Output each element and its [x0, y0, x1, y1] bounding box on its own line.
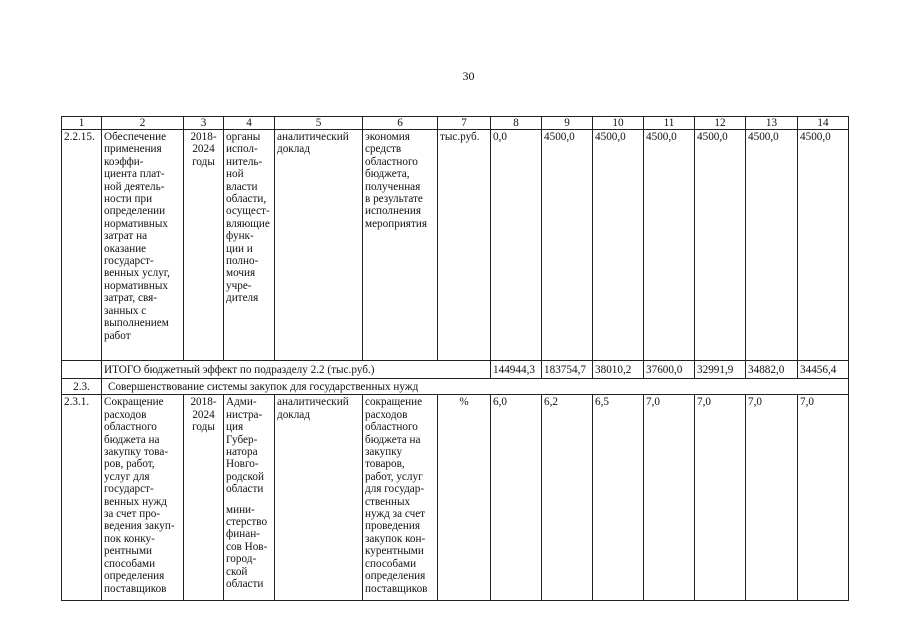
row-number: 2.3.1.: [62, 395, 102, 601]
measure-name: Обеспечение применения коэффи- циента плат- ной деятель- ности при определении нормативных затрат на оказание государст- венных услуг, нормативных затрат, свя- занных с выполнением работ: [102, 130, 184, 361]
total-value: 34882,0: [746, 361, 798, 379]
header-cell: 4: [224, 117, 275, 130]
table-row: [62, 130, 849, 361]
value-cell: 6,2: [542, 395, 593, 601]
header-cell: 1: [62, 117, 102, 130]
header-cell: 9: [542, 117, 593, 130]
header-cell: 10: [593, 117, 644, 130]
total-value: 183754,7: [542, 361, 593, 379]
source: аналитический доклад: [275, 130, 363, 361]
header-cell: 12: [695, 117, 746, 130]
total-value: 32991,9: [695, 361, 746, 379]
budget-effect-table: [61, 116, 849, 601]
unit: тыс.руб.: [438, 130, 491, 361]
header-cell: 14: [798, 117, 849, 130]
measure-name: Сокращение расходов областного бюджета на закупку това- ров, работ, услуг для государст- венных нужд за счет про- ведения закуп- пок конку- рентными способами определения поставщиков: [102, 395, 184, 601]
total-value: 37600,0: [644, 361, 695, 379]
header-cell: 3: [184, 117, 224, 130]
value-cell: 4500,0: [695, 130, 746, 361]
executor: органы испол- нитель- ной власти области, осущест- вляющие функ- ции и полно- мочия учре- дителя: [224, 130, 275, 361]
table-row: [62, 395, 849, 601]
value-cell: 4500,0: [798, 130, 849, 361]
header-cell: 6: [363, 117, 438, 130]
total-row: [62, 361, 849, 379]
source: аналитический доклад: [275, 395, 363, 601]
value-cell: 7,0: [746, 395, 798, 601]
value-cell: 4500,0: [593, 130, 644, 361]
executor-primary: Адми- ниcтра- ция Губер- натора Новго- родской области: [226, 396, 264, 496]
page-number: 30: [462, 69, 475, 83]
value-cell: 0,0: [491, 130, 542, 361]
period: 2018- 2024 годы: [184, 395, 224, 601]
header-cell: 2: [102, 117, 184, 130]
total-value: 34456,4: [798, 361, 849, 379]
value-cell: 4500,0: [746, 130, 798, 361]
indicator: экономия средств областного бюджета, полученная в результате исполнения мероприятия: [363, 130, 438, 361]
value-cell: 7,0: [695, 395, 746, 601]
executor-secondary: мини- стерство финан- сов Нов- город- ской области: [226, 503, 268, 591]
header-cell: 8: [491, 117, 542, 130]
row-number: 2.2.15.: [62, 130, 102, 361]
header-cell: 5: [275, 117, 363, 130]
total-value: 38010,2: [593, 361, 644, 379]
empty-cell: [62, 361, 102, 379]
section-title: Совершенствование системы закупок для государственных нужд: [102, 379, 849, 395]
value-cell: 6,5: [593, 395, 644, 601]
executor: [224, 395, 275, 601]
header-cell: 13: [746, 117, 798, 130]
total-label: ИТОГО бюджетный эффект по подразделу 2.2 (тыс.руб.): [102, 361, 491, 379]
section-row: [62, 379, 849, 395]
period: 2018- 2024 годы: [184, 130, 224, 361]
indicator: сокращение расходов областного бюджета на закупку товаров, работ, услуг для государ- ственных нужд за счет проведения закупок кон- курентными способами определения поставщиков: [363, 395, 438, 601]
value-cell: 6,0: [491, 395, 542, 601]
total-value: 144944,3: [491, 361, 542, 379]
header-cell: 7: [438, 117, 491, 130]
value-cell: 7,0: [798, 395, 849, 601]
header-cell: 11: [644, 117, 695, 130]
section-number: 2.3.: [62, 379, 102, 395]
value-cell: 7,0: [644, 395, 695, 601]
header-row: [62, 117, 849, 130]
value-cell: 4500,0: [542, 130, 593, 361]
value-cell: 4500,0: [644, 130, 695, 361]
unit: %: [438, 395, 491, 601]
